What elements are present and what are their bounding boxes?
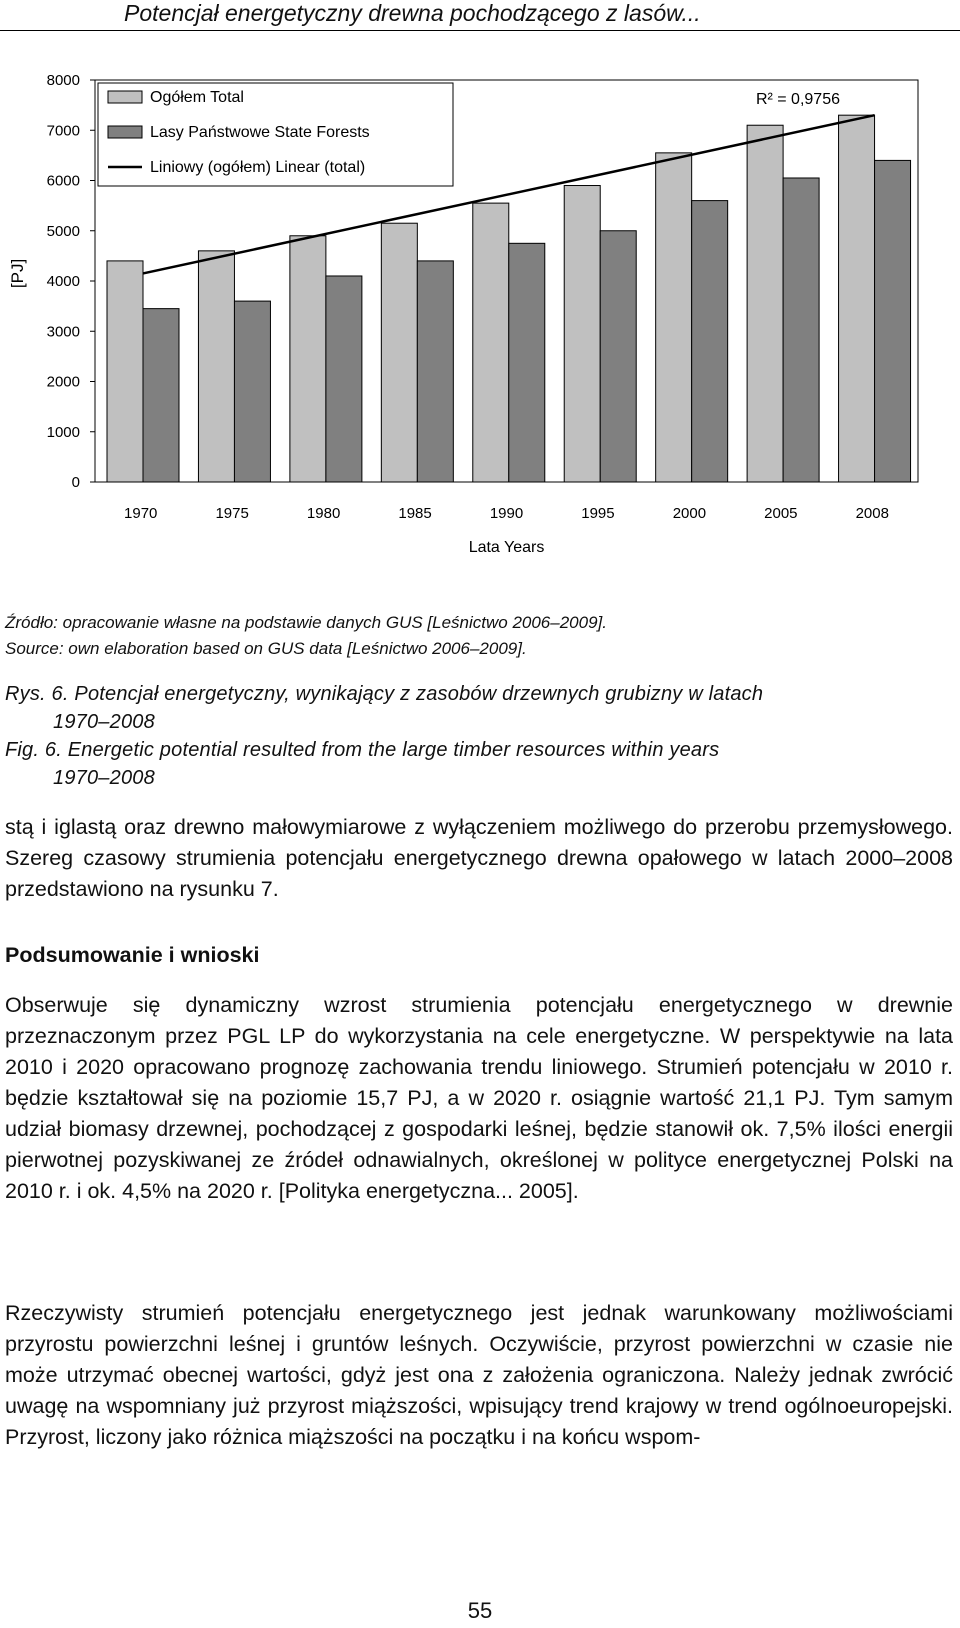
paragraph-continuation: stą i iglastą oraz drewno małowymiarowe z wyłączeniem możliwego do przerobu przemysłowego. Szereg czasowy strumienia potencjału energetycznego drewna opałowego w latach 2000–2008 przedstawiono na rysunku 7. <box>5 815 953 901</box>
running-title: Potencjał energetyczny drewna pochodzącego z lasów... <box>124 0 701 26</box>
x-tick-label: 1970 <box>124 505 158 522</box>
legend-state-forests-label: Lasy Państwowe State Forests <box>150 124 370 141</box>
bar-state-forests <box>234 301 270 482</box>
bar-total <box>381 223 417 482</box>
x-tick-label: 2008 <box>855 505 889 522</box>
caption-en-label: Fig. 6. <box>5 739 62 761</box>
legend-state-forests-swatch <box>108 126 142 138</box>
r-squared-label: R² = 0,9756 <box>755 91 840 108</box>
section-heading: Podsumowanie i wnioski <box>5 943 260 967</box>
caption-en-text: Energetic potential resulted from the large timber resources within years <box>67 739 720 761</box>
paragraph-conclusions: Obserwuje się dynamiczny wzrost strumienia potencjału energetycznego w drewnie przeznaczonym przez PGL LP do wykorzystania na cele energetyczne. W perspektywie na lata 2010 i 2020 opracowano prognozę zachowania trendu liniowego. Strumień potencjału w 2010 r. będzie kształtował się na poziomie 15,7 PJ, a w 2020 r. osiągnie wartość 21,1 PJ. Tym samym udział biomasy drzewnej, pochodzącej z gospodarki leśnej, będzie stanowił ok. 7,5% ilości energii pierwotnej pozyskiwanej ze źródeł odnawialnych, określonej w polityce energetycznej Polski na 2010 r. i ok. 4,5% na 2020 r. [Polityka energetyczna... 2005]. <box>5 993 953 1203</box>
y-tick-label: 2000 <box>46 373 80 391</box>
legend-total-swatch <box>108 91 142 103</box>
caption-en-years: 1970–2008 <box>53 767 155 789</box>
bar-total <box>290 236 326 482</box>
bar-total <box>839 115 875 482</box>
bar-chart <box>0 40 960 580</box>
y-tick-label: 6000 <box>46 172 80 190</box>
x-tick-label: 2000 <box>672 505 707 522</box>
legend-total-label: Ogółem Total <box>150 89 244 106</box>
x-tick-label: 2005 <box>764 505 798 522</box>
y-tick-label: 0 <box>71 474 80 491</box>
figure-source <box>5 610 950 662</box>
caption-pl-label: Rys. 6. <box>5 683 69 705</box>
y-tick-label: 1000 <box>46 423 80 441</box>
bar-state-forests <box>417 261 453 482</box>
caption-pl-text: Potencjał energetyczny, wynikający z zasobów drzewnych grubizny w latach <box>74 683 764 705</box>
bar-total <box>107 261 143 482</box>
bar-state-forests <box>509 243 545 482</box>
bar-state-forests <box>692 201 728 482</box>
bar-state-forests <box>783 178 819 482</box>
y-tick-label: 8000 <box>46 72 80 89</box>
y-tick-label: 5000 <box>46 222 80 240</box>
bar-state-forests <box>600 231 636 482</box>
bar-total <box>198 251 234 482</box>
x-tick-label: 1995 <box>581 505 615 522</box>
bar-total <box>747 125 783 482</box>
bar-state-forests <box>326 276 362 482</box>
bar-total <box>656 153 692 482</box>
bar-total <box>564 186 600 482</box>
x-tick-label: 1990 <box>489 505 524 522</box>
y-axis-label: [PJ] <box>8 258 27 289</box>
source-line-pl: Źródło: opracowanie własne na podstawie danych GUS [Leśnictwo 2006–2009]. <box>5 613 607 632</box>
x-axis-label: Lata Years <box>468 539 545 556</box>
x-tick-label: 1980 <box>306 505 341 522</box>
figure-caption <box>5 680 950 792</box>
bar-state-forests <box>875 160 911 482</box>
bar-total <box>473 203 509 482</box>
running-header <box>0 0 960 31</box>
y-tick-label: 3000 <box>46 323 80 341</box>
legend-trendline-label: Liniowy (ogółem) Linear (total) <box>150 159 366 176</box>
source-line-en: Source: own elaboration based on GUS data [Leśnictwo 2006–2009]. <box>5 639 527 658</box>
y-tick-label: 7000 <box>46 122 80 140</box>
caption-pl-years: 1970–2008 <box>53 711 155 733</box>
bar-state-forests <box>143 309 179 482</box>
x-tick-label: 1985 <box>398 505 432 522</box>
page-number: 55 <box>467 1598 493 1623</box>
x-tick-label: 1975 <box>215 505 249 522</box>
y-tick-label: 4000 <box>46 273 80 290</box>
paragraph-actual-stream: Rzeczywisty strumień potencjału energetycznego jest jednak warunkowany możliwościami przyrostu powierzchni leśnej i gruntów leśnych. Oczywiście, przyrost powierzchni w czasie nie może utrzymać obecnej wartości, gdyż jest ona z założenia ograniczona. Należy jednak zwrócić uwagę na wspomniany już przyrost miąższości, wpisujący trend krajowy w trend ogólnoeuropejski. Przyrost, liczony jako różnica miąższości na początku i na końcu wspom- <box>5 1301 953 1449</box>
chart-legend <box>98 83 453 186</box>
